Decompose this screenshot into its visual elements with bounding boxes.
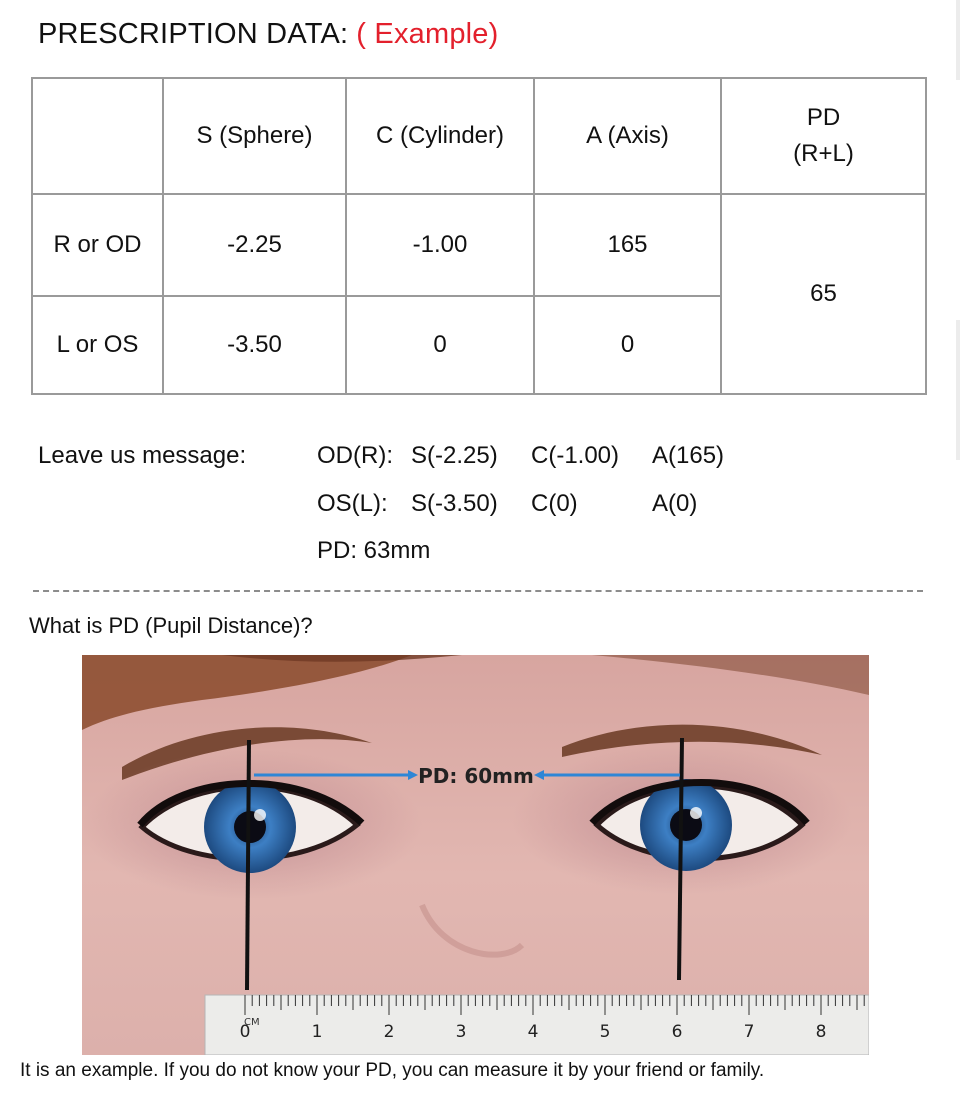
edge-mark-middle — [956, 320, 960, 460]
ruler-number: 4 — [527, 1022, 539, 1042]
pd-question: What is PD (Pupil Distance)? — [29, 613, 313, 638]
right-pupil-line — [247, 740, 249, 990]
message-pd: PD: 63mm — [317, 537, 431, 564]
cell-right-cylinder: -1.00 — [346, 194, 534, 296]
example-tag: ( Example) — [356, 18, 499, 50]
ruler — [205, 995, 869, 1055]
ruler-number: 8 — [815, 1022, 827, 1042]
cell-right-axis: 165 — [534, 194, 721, 296]
prescription-table — [31, 77, 927, 395]
header-pd-line1: PD — [806, 104, 841, 131]
header-pd-line2: (R+L) — [793, 140, 854, 167]
ruler-number: 5 — [599, 1022, 611, 1042]
message-os-eye: OS(L): — [317, 490, 388, 517]
table-row — [32, 194, 926, 296]
section-divider — [33, 590, 923, 592]
cell-left-axis: 0 — [534, 296, 721, 394]
table-corner-cell — [32, 78, 163, 194]
footer-note: It is an example. If you do not know your PD, you can measure it by your friend or family. — [20, 1060, 765, 1081]
header-sphere: S (Sphere) — [163, 78, 346, 194]
pd-image-label: PD: 60mm — [418, 764, 534, 788]
message-os-cylinder: C(0) — [531, 490, 578, 517]
pd-illustration — [82, 655, 869, 1055]
row-label-right: R or OD — [32, 194, 163, 296]
message-od-cylinder: C(-1.00) — [531, 442, 620, 469]
face-drawing — [82, 655, 869, 1055]
ruler-number: 1 — [311, 1022, 323, 1042]
ruler-number: 3 — [455, 1022, 467, 1042]
cell-pd-value: 65 — [721, 194, 926, 394]
message-od-axis: A(165) — [652, 442, 725, 469]
message-label: Leave us message: — [38, 442, 247, 469]
message-od-eye: OD(R): — [317, 442, 393, 469]
row-label-left: L or OS — [32, 296, 163, 394]
table-header-row — [32, 78, 926, 194]
edge-mark-top — [956, 0, 960, 80]
ruler-number: 0 — [239, 1022, 251, 1042]
message-os-axis: A(0) — [652, 490, 698, 517]
cell-left-sphere: -3.50 — [163, 296, 346, 394]
ruler-number: 6 — [671, 1022, 683, 1042]
title-text: PRESCRIPTION DATA: — [38, 18, 349, 50]
ruler-number: 7 — [743, 1022, 755, 1042]
header-cylinder: C (Cylinder) — [346, 78, 534, 194]
header-axis: A (Axis) — [534, 78, 721, 194]
page-title — [38, 18, 498, 51]
ruler-number: 2 — [383, 1022, 395, 1042]
cell-left-cylinder: 0 — [346, 296, 534, 394]
message-os-sphere: S(-3.50) — [411, 490, 498, 517]
header-pd — [721, 78, 926, 194]
message-od-sphere: S(-2.25) — [411, 442, 498, 469]
cell-right-sphere: -2.25 — [163, 194, 346, 296]
ruler-unit: CM — [244, 1017, 260, 1028]
